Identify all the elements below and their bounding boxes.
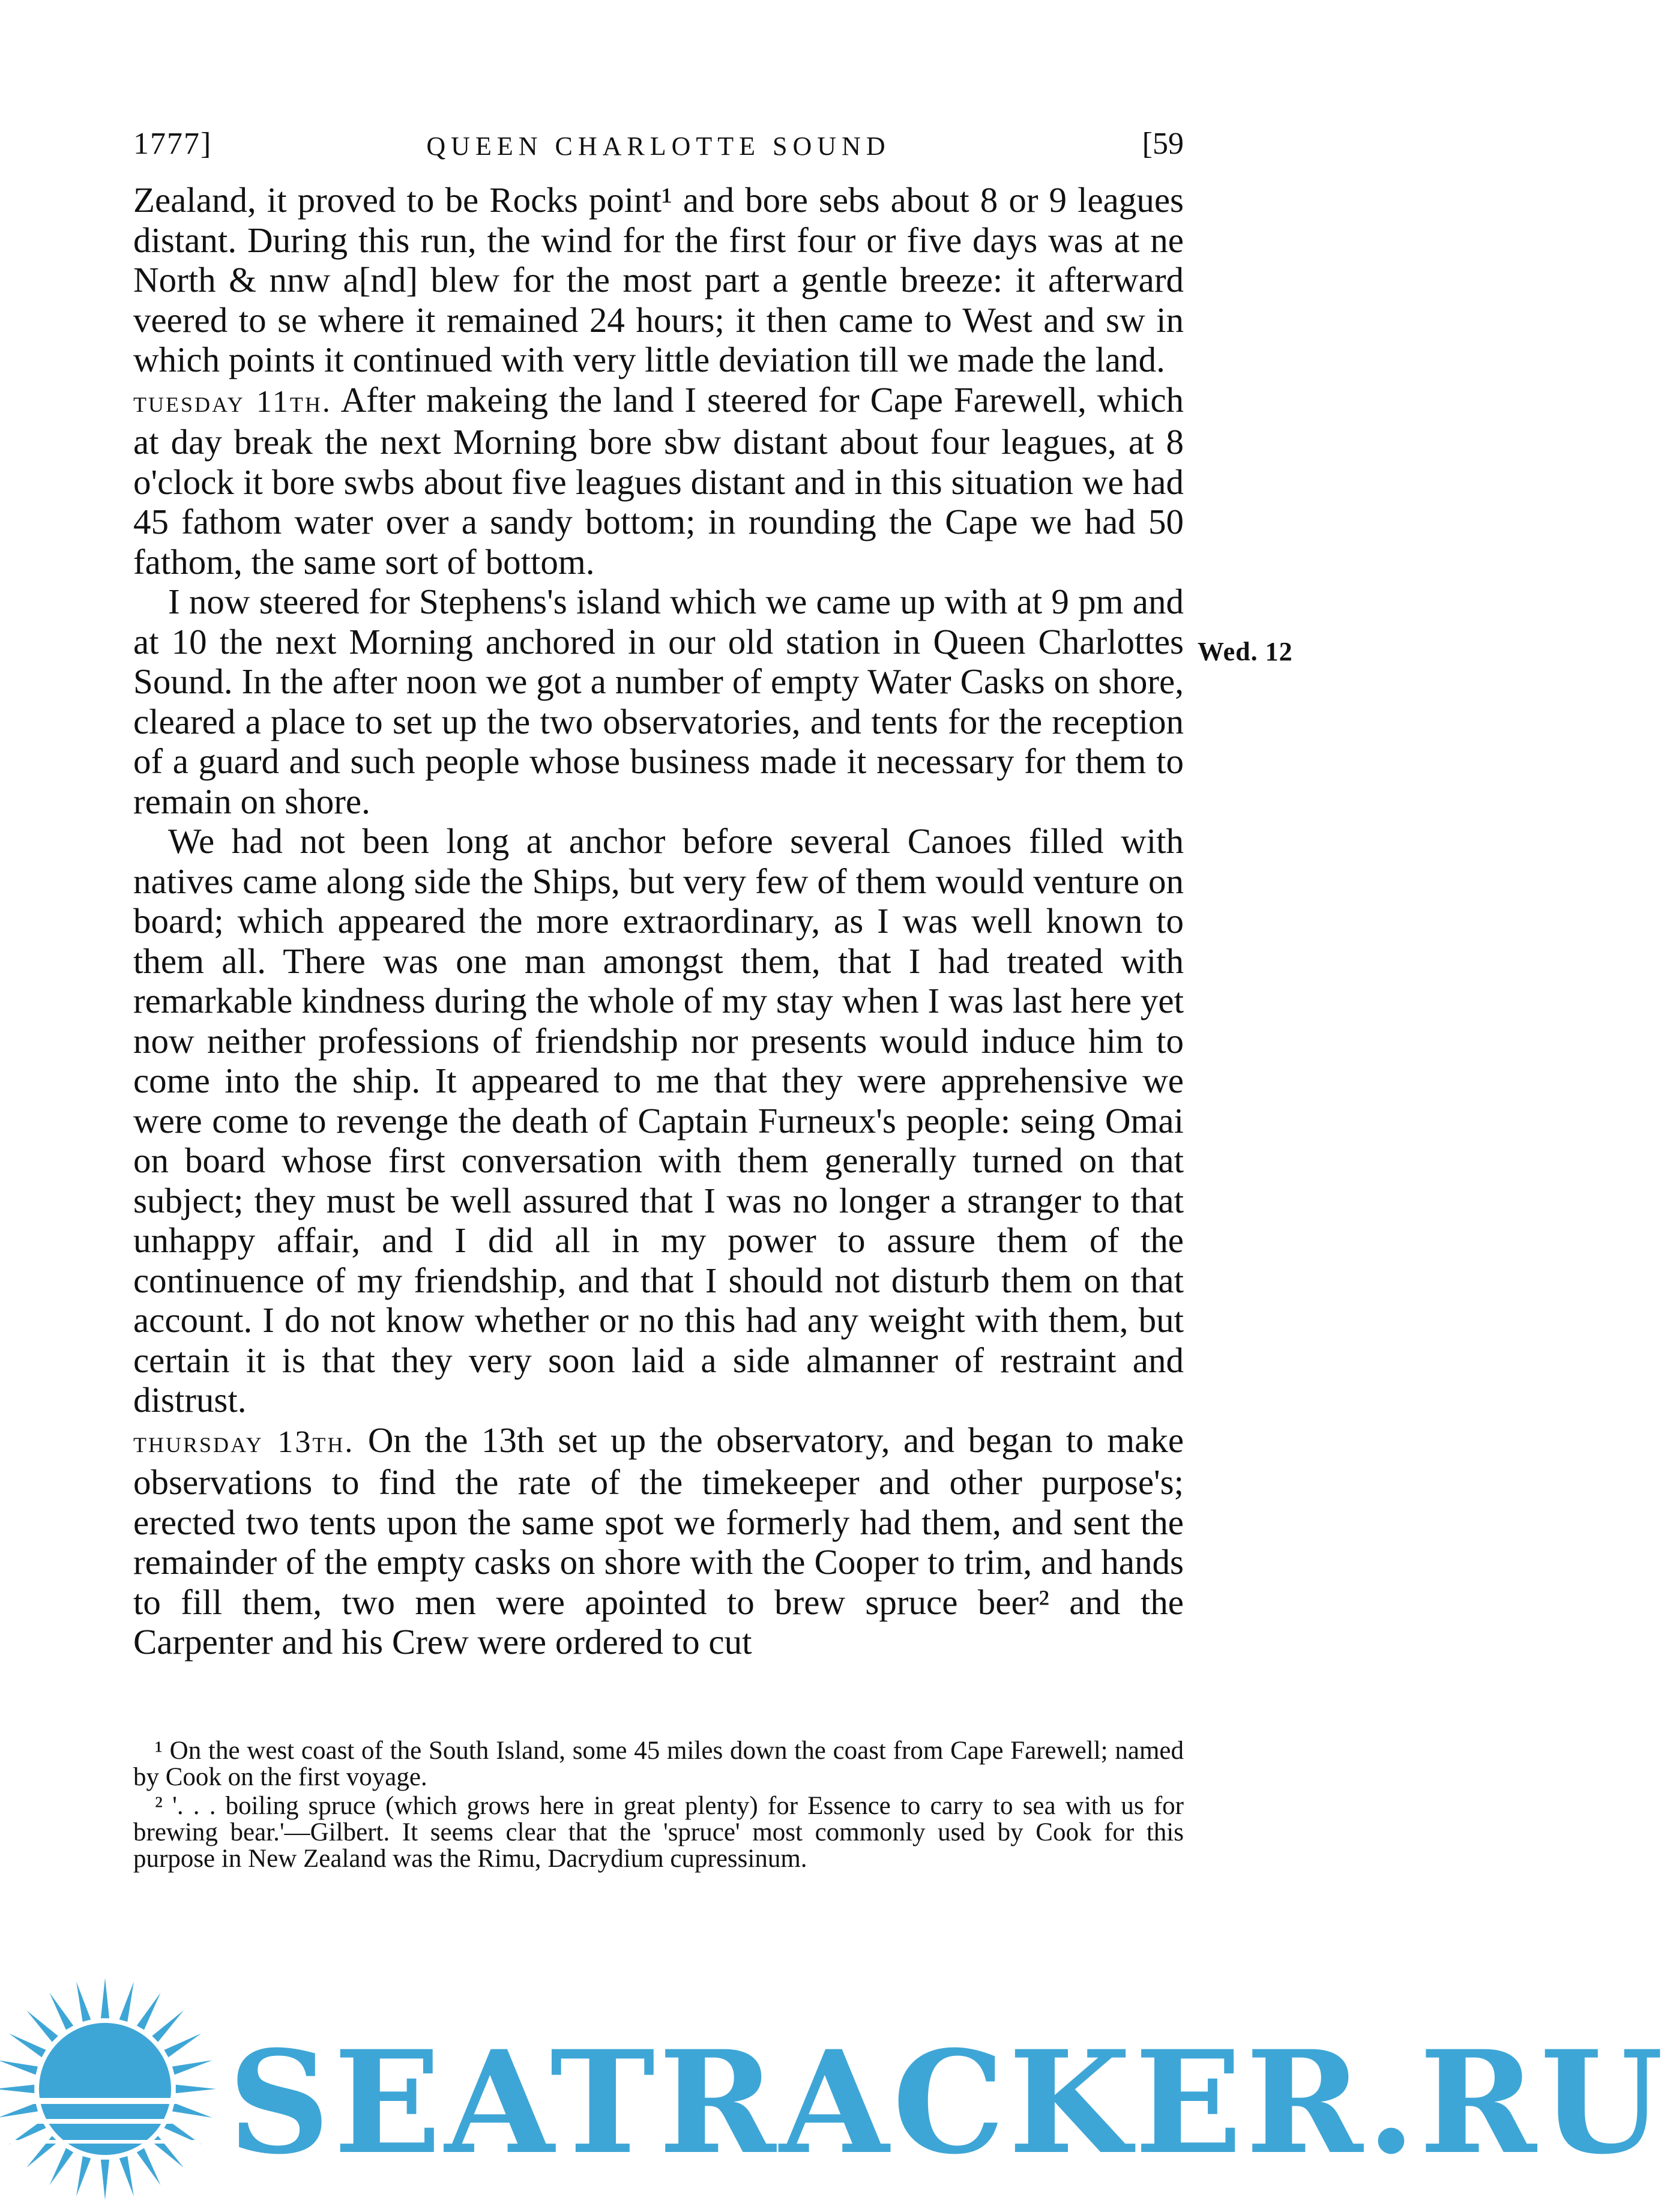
footnote: ² '. . . boiling spruce (which grows here in great plenty) for Essence to carry to sea with us for brewing bear.'—Gilbert. It seems clear that the 'spruce' most commonly used by Cook for this purpose in New Zealand was the Rimu, Dacrydium cupressinum. (133, 1792, 1184, 1873)
running-header (133, 126, 1184, 174)
sun-ray (101, 2160, 109, 2200)
margin-date-note: Wed. 12 (1198, 637, 1293, 666)
sun-ray (137, 2148, 161, 2185)
page-number: [59 (1142, 127, 1184, 161)
sun-ray (119, 1981, 134, 2022)
footnotes (133, 1738, 1184, 1875)
date-heading: tuesday 11th. (133, 384, 332, 419)
sun-ray (0, 2103, 38, 2118)
paragraph: Zealand, it proved to be Rocks point¹ and bore sebs about 8 or 9 leagues distant. During this run, the wind for the first four or five days was at ne North & nnw a[nd] blew for the most part a gentle breeze: it afterward veered to se where it remained 24 hours; it then came to West and sw in which points it continued with very little deviation till we made the land. (133, 180, 1184, 379)
sun-ray (119, 2156, 134, 2196)
sun-ray (172, 2103, 213, 2118)
footnote: ¹ On the west coast of the South Island, some 45 miles down the coast from Cape Farewell; named by Cook on the first voyage. (133, 1737, 1184, 1791)
sun-ray (9, 2034, 46, 2058)
paragraph-text: After makeing the land I steered for Cape Farewell, which at day break the next Morning bore sbw distant about four leagues, at 8 o'clock it bore swbs about five leagues distant and in this situation we had 45 fathom water over a sandy bottom; in rounding the Cape we had 50 fathom, the same sort of bottom. (133, 379, 1184, 582)
sun-ray (152, 2010, 184, 2042)
paragraph (133, 380, 1184, 582)
sun-ray (76, 1981, 91, 2022)
sun-ray (50, 1993, 74, 2030)
sun-ray (50, 2148, 74, 2185)
sun-ray (137, 1993, 161, 2030)
sun-ray (76, 2156, 91, 2196)
paragraph-text: On the 13th set up the observatory, and began to make observations to find the rate of the timekeeper and other purpose's; erected two tents upon the same spot we formerly had them, and sent the remainder of the empty casks on shore with the Cooper to trim, and hands to fill them, two men were apointed to brew spruce beer² and the Carpenter and his Crew were ordered to cut (133, 1420, 1184, 1662)
watermark-text: SEATRACKER.RU (228, 2020, 1667, 2186)
paragraph: I now steered for Stephens's island which we came up with at 9 pm and at 10 the next Morning anchored in our old station in Queen Charlottes Sound. In the after noon we got a number of empty Water Casks on shore, cleared a place to set up the two observatories, and tents for the reception of a guard and such people whose business made it necessary for them to remain on shore. (133, 582, 1184, 821)
body-text (133, 180, 1184, 1662)
date-heading: thursday 13th. (133, 1424, 355, 1459)
sun-ray (0, 2085, 34, 2093)
running-title: QUEEN CHARLOTTE SOUND (426, 131, 891, 161)
header-year: 1777] (133, 127, 213, 161)
sun-ray (176, 2085, 216, 2093)
sun-ray (26, 2010, 58, 2042)
paragraph: We had not been long at anchor before several Canoes filled with natives came along side the Ships, but very few of them would venture on board; which appeared the more extraordinary, as I was well known to them all. There was one man amongst them, that I had treated with remarkable kindness during the whole of my stay when I was last here yet now neither professions of friendship nor presents would induce him to come into the ship. It appeared to me that they were apprehensive we were come to revenge the death of Captain Furneux's people: seing Omai on board whose first conversation with them generally turned on that subject; they must be well assured that I was no longer a stranger to that unhappy affair, and I did all in my power to assure them of the continuence of my friendship, and that I should not disturb them on that account. I do not know whether or no this had any weight with them, but certain it is that they very soon laid a side almanner of restraint and distrust. (133, 821, 1184, 1420)
sun-ray (0, 2060, 38, 2075)
sun-ray (172, 2060, 213, 2075)
sun-ray (101, 1978, 109, 2018)
paragraph (133, 1420, 1184, 1662)
sun-ray (164, 2034, 201, 2058)
